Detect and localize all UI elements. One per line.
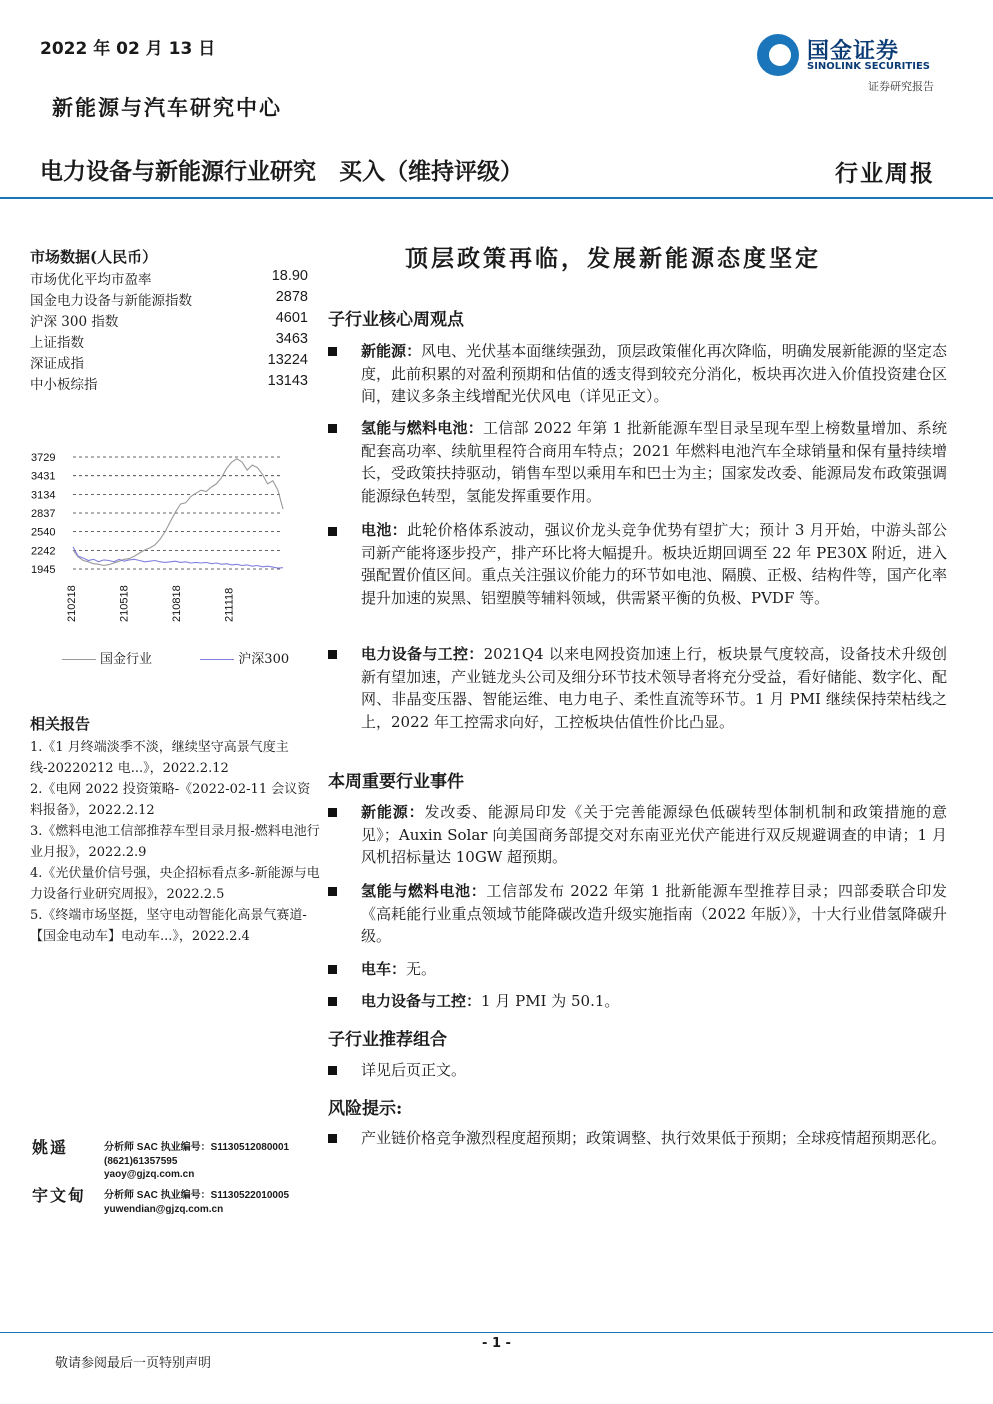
index-line-chart xyxy=(28,444,290,624)
paragraph-text: 工信部发布 2022 年第 1 批新能源车型推荐目录；四部委联合印发《高耗能行业重点领域节能降碳改造升级实施指南（2022 年版）》，十大行业借氢降碳升级。 xyxy=(361,882,947,946)
y-tick-label: 1945 xyxy=(31,564,56,576)
paragraph-head: 电力设备与工控： xyxy=(361,992,482,1010)
logo-name-en: SINOLINK SECURITIES xyxy=(807,61,930,72)
event-paragraph xyxy=(361,880,947,948)
paragraph-text: 风电、光伏基本面继续强劲，顶层政策催化再次降临，明确发展新能源的坚定态度，此前积累的对盈利预期和估值的透支得到较充分消化，板块再次进入价值投资建仓区间，建议多条主线增配光伏风电（详见正文）。 xyxy=(361,342,947,406)
legend-swatch-hs300 xyxy=(200,659,234,660)
market-data-label: 深证成指 xyxy=(30,356,84,372)
section-title: 本周重要行业事件 xyxy=(328,772,464,792)
paragraph-head: 新能源： xyxy=(361,803,425,821)
related-reports-title: 相关报告 xyxy=(30,715,91,733)
bullet-square-icon xyxy=(328,887,337,896)
recommendation-paragraph xyxy=(361,1059,947,1082)
chart-legend xyxy=(62,648,289,667)
market-data-label: 市场优化平均市盈率 xyxy=(30,272,152,288)
y-tick-label: 2837 xyxy=(31,508,56,520)
analyst-name: 宇文甸 xyxy=(32,1186,87,1205)
paragraph-text: 产业链价格竞争激烈程度超预期；政策调整、执行效果低于预期；全球疫情超预期恶化。 xyxy=(361,1129,947,1147)
legend-label-hs300: 沪深300 xyxy=(238,652,290,667)
header-divider xyxy=(0,197,993,199)
market-data-row xyxy=(30,289,308,310)
analyst-name: 姚遥 xyxy=(32,1138,69,1157)
main-title: 顶层政策再临，发展新能源态度坚定 xyxy=(405,245,821,272)
market-data-value: 4601 xyxy=(275,310,308,326)
viewpoint-paragraph xyxy=(361,417,947,507)
market-data-label: 国金电力设备与新能源指数 xyxy=(30,293,192,309)
paragraph-head: 氢能与燃料电池： xyxy=(361,419,483,437)
market-data-row xyxy=(30,352,308,373)
y-tick-label: 3431 xyxy=(31,470,56,483)
paragraph-head: 氢能与燃料电池： xyxy=(361,882,487,900)
related-report-item[interactable]: 5.《终端市场坚挺，坚守电动智能化高景气赛道-【国金电动车】电动车...》，2022.2.4 xyxy=(30,908,307,944)
x-tick-label: 210518 xyxy=(118,585,131,622)
report-date: 2022 年 02 月 13 日 xyxy=(40,39,216,59)
viewpoint-paragraph xyxy=(361,340,947,408)
research-center: 新能源与汽车研究中心 xyxy=(52,95,282,120)
series-line-industry xyxy=(73,459,283,566)
logo-circle-icon xyxy=(757,34,799,76)
related-report-item[interactable]: 1.《1 月终端淡季不淡，继续坚守高景气度主线-20220212 电...》，2022.2.12 xyxy=(30,740,289,776)
y-tick-label: 3729 xyxy=(31,452,56,464)
market-data-value: 13224 xyxy=(267,352,308,368)
bullet-square-icon xyxy=(328,808,337,817)
section-title: 风险提示: xyxy=(328,1099,403,1119)
paragraph-text: 详见后页正文。 xyxy=(361,1061,467,1079)
y-tick-label: 2242 xyxy=(31,545,56,558)
paragraph-text: 此轮价格体系波动，强议价龙头竞争优势有望扩大；预计 3 月开始，中游头部公司新产能将逐步投产，排产环比将大幅提升。板块近期回调至 22 年 PE30X 附近，进入强配置价值区间。重点关注强议价能力的环节如电池、隔膜、正极、结构件等，国产化率提升加速的炭黑、铝塑膜等辅料领域，供需紧平衡的负极、PVDF 等。 xyxy=(361,521,947,607)
paragraph-head: 电车： xyxy=(361,960,407,978)
market-data-value: 13143 xyxy=(267,373,308,389)
viewpoint-paragraph xyxy=(361,519,947,609)
market-data-value: 3463 xyxy=(275,331,308,347)
legend-label-industry: 国金行业 xyxy=(100,652,153,667)
event-paragraph xyxy=(361,958,947,981)
analyst-info xyxy=(104,1141,289,1182)
bullet-square-icon xyxy=(328,424,337,433)
related-report-item[interactable]: 2.《电网 2022 投资策略-《2022-02-11 会议资料报备》，2022.2.12 xyxy=(30,782,311,818)
bullet-square-icon xyxy=(328,650,337,659)
legend-swatch-industry xyxy=(62,659,96,660)
company-logo xyxy=(757,32,947,82)
event-paragraph xyxy=(361,801,947,869)
bullet-square-icon xyxy=(328,527,337,536)
report-title: 电力设备与新能源行业研究 买入（维持评级） xyxy=(40,159,523,185)
market-data-label: 上证指数 xyxy=(30,335,84,351)
market-data-row xyxy=(30,331,308,352)
logo-name-cn: 国金证券 xyxy=(807,39,900,64)
paragraph-head: 电力设备与工控： xyxy=(361,645,484,663)
logo-subtitle: 证券研究报告 xyxy=(868,80,934,93)
analyst-sac-id: 分析师 SAC 执业编号：S1130512080001 xyxy=(104,1142,290,1153)
section-title: 子行业核心周观点 xyxy=(328,310,464,330)
bullet-square-icon xyxy=(328,965,337,974)
report-type: 行业周报 xyxy=(835,160,935,187)
analyst-email[interactable]: yaoy@gjzq.com.cn xyxy=(104,1169,195,1180)
viewpoint-paragraph xyxy=(361,643,947,733)
event-paragraph xyxy=(361,990,947,1013)
y-tick-label: 2540 xyxy=(31,526,56,539)
paragraph-head: 新能源： xyxy=(361,342,422,360)
bullet-square-icon xyxy=(328,347,337,356)
paragraph-head: 电池： xyxy=(361,521,407,539)
x-tick-label: 210218 xyxy=(66,585,78,622)
analyst-info xyxy=(104,1189,289,1216)
market-data-value: 2878 xyxy=(275,289,308,305)
market-data-title: 市场数据(人民币） xyxy=(30,248,158,266)
paragraph-text: 2021Q4 以来电网投资加速上行，板块景气度较高，设备技术升级创新有望加速，产业链龙头公司及细分环节技术领导者将充分受益，看好储能、数字化、配网、非晶变压器、智能运维、电力电子、柔性直流等环节。1 月 PMI 继续保持荣枯线之上，2022 年工控需求向好，工控板块估值性价比凸显。 xyxy=(361,645,947,731)
market-data-row xyxy=(30,268,308,289)
paragraph-text: 1 月 PMI 为 50.1。 xyxy=(481,992,620,1010)
footer-divider xyxy=(0,1332,993,1333)
analyst-phone: (8621)61357595 xyxy=(104,1155,178,1167)
x-tick-label: 211118 xyxy=(223,587,236,622)
market-data-row xyxy=(30,310,308,331)
disclaimer-note: 敬请参阅最后一页特别声明 xyxy=(55,1356,212,1371)
analyst-sac-id: 分析师 SAC 执业编号：S1130522010005 xyxy=(104,1190,290,1201)
section-title: 子行业推荐组合 xyxy=(328,1030,447,1050)
page-number: - 1 - xyxy=(482,1336,511,1351)
market-data-row xyxy=(30,373,308,394)
paragraph-text: 无。 xyxy=(406,960,437,978)
related-report-item[interactable]: 4.《光伏量价信号强，央企招标看点多-新能源与电力设备行业研究周报》，2022.2.5 xyxy=(30,866,320,902)
market-data-value: 18.90 xyxy=(271,268,308,284)
related-report-item[interactable]: 3.《燃料电池工信部推荐车型目录月报-燃料电池行业月报》，2022.2.9 xyxy=(30,824,320,860)
bullet-square-icon xyxy=(328,1066,337,1075)
risk-paragraph xyxy=(361,1127,947,1150)
market-data-label: 中小板综指 xyxy=(30,377,98,393)
analyst-email[interactable]: yuwendian@gjzq.com.cn xyxy=(104,1203,224,1215)
bullet-square-icon xyxy=(328,1134,337,1143)
market-data-label: 沪深 300 指数 xyxy=(30,314,119,330)
paragraph-text: 工信部 2022 年第 1 批新能源车型目录呈现车型上榜数量增加、系统配套高功率、续航里程符合商用车特点；2021 年燃料电池汽车全球销量和保有量持续增长，受政策扶持驱动，销售车型以乘用车和巴士为主；国家发改委、能源局发布政策强调能源绿色转型，氢能发挥重要作用。 xyxy=(361,419,947,505)
bullet-square-icon xyxy=(328,997,337,1006)
y-tick-label: 3134 xyxy=(31,489,56,502)
paragraph-text: 发改委、能源局印发《关于完善能源绿色低碳转型体制机制和政策措施的意见》；Auxin Solar 向美国商务部提交对东南亚光伏产能进行双反规避调查的申请；1 月风机招标量达 10GW 超预期。 xyxy=(361,803,947,867)
x-tick-label: 210818 xyxy=(171,585,183,622)
